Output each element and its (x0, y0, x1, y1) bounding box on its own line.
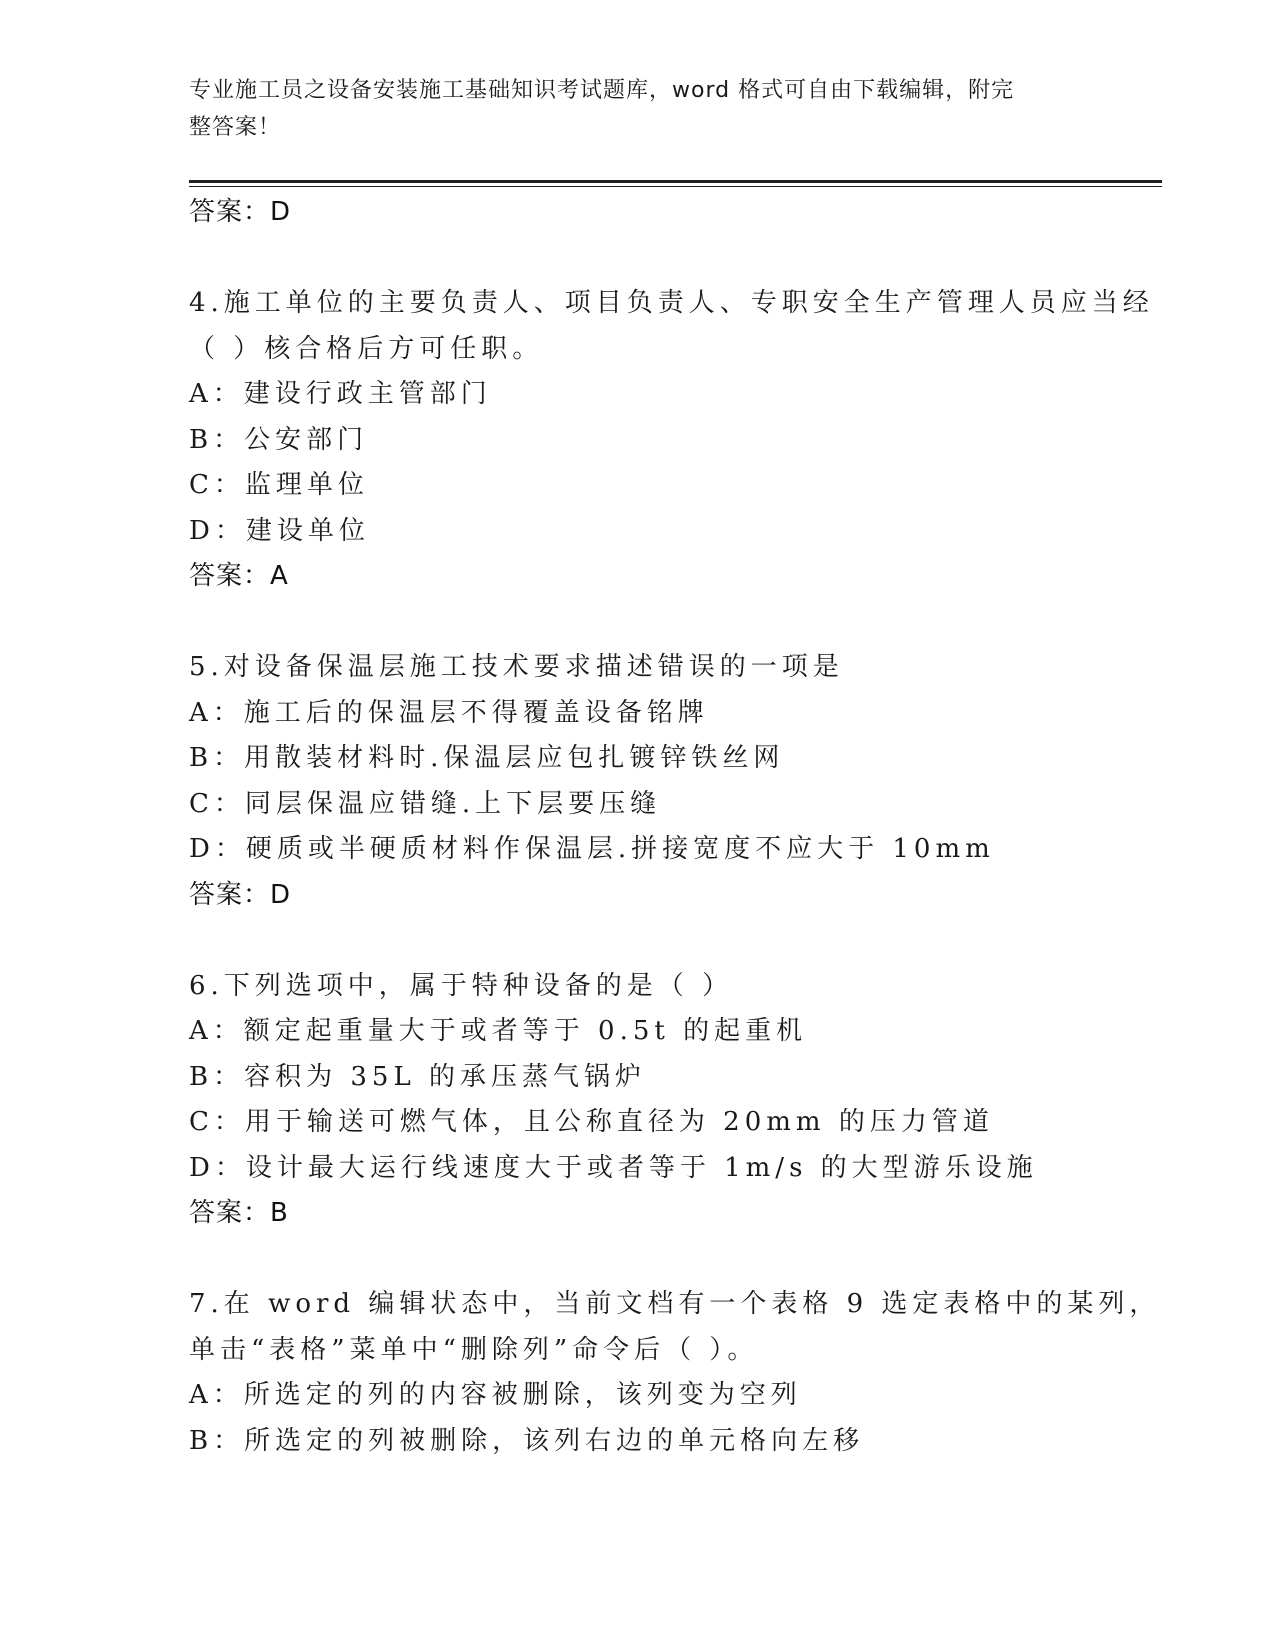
option-4b: B：公安部门 (189, 424, 369, 455)
question-block-7 (189, 1282, 1162, 1464)
question-block-6 (189, 964, 1162, 1237)
question-block-5 (189, 645, 1162, 918)
option-6c: C：用于输送可燃气体，且公称直径为 20mm 的压力管道 (189, 1107, 994, 1137)
option-5c: C：同层保温应错缝.上下层要压缝 (189, 788, 662, 819)
question-text-4: 4.施工单位的主要负责人、项目负责人、专职安全生产管理人员应当经（ ）核合格后方可任职。 (189, 288, 1154, 364)
option-5d: D：硬质或半硬质材料作保温层.拼接宽度不应大于 10mm (189, 834, 995, 864)
spacer (189, 1236, 1162, 1282)
answer-5: 答案：D (189, 879, 292, 910)
question-block-4 (189, 281, 1162, 599)
spacer (189, 918, 1162, 964)
answer-q3: 答案：D (189, 197, 292, 227)
question-text-6: 6.下列选项中，属于特种设备的是（ ） (189, 970, 734, 1001)
option-4a: A：建设行政主管部门 (189, 379, 492, 409)
option-4c: C：监理单位 (189, 470, 369, 500)
answer-6: 答案：B (189, 1198, 289, 1228)
header-divider-thin (189, 186, 1162, 187)
option-6b: B：容积为 35L 的承压蒸气锅炉 (189, 1061, 646, 1092)
answer-4: 答案：A (189, 561, 289, 591)
header-divider-thick (189, 180, 1162, 183)
option-7b: B：所选定的列被删除，该列右边的单元格向左移 (189, 1425, 865, 1456)
option-4d: D：建设单位 (189, 515, 370, 546)
document-header-note: 专业施工员之设备安装施工基础知识考试题库，word 格式可自由下载编辑，附完 整答案！ (189, 78, 1015, 140)
spacer (189, 235, 1162, 281)
option-5b: B：用散装材料时.保温层应包扎镀锌铁丝网 (189, 743, 785, 773)
question-text-7: 7.在 word 编辑状态中，当前文档有一个表格 9 选定表格中的某列，单击“表格”菜单中“删除列”命令后（ ）。 (189, 1289, 1161, 1365)
option-6d: D：设计最大运行线速度大于或者等于 1m/s 的大型游乐设施 (189, 1152, 1038, 1183)
spacer (189, 599, 1162, 645)
question-text-5: 5.对设备保温层施工技术要求描述错误的一项是 (189, 652, 844, 682)
option-6a: A：额定起重量大于或者等于 0.5t 的起重机 (189, 1016, 808, 1046)
option-5a: A：施工后的保温层不得覆盖设备铭牌 (189, 697, 709, 728)
question-list (189, 190, 1162, 1464)
option-7a: A：所选定的列的内容被删除，该列变为空列 (189, 1380, 802, 1410)
